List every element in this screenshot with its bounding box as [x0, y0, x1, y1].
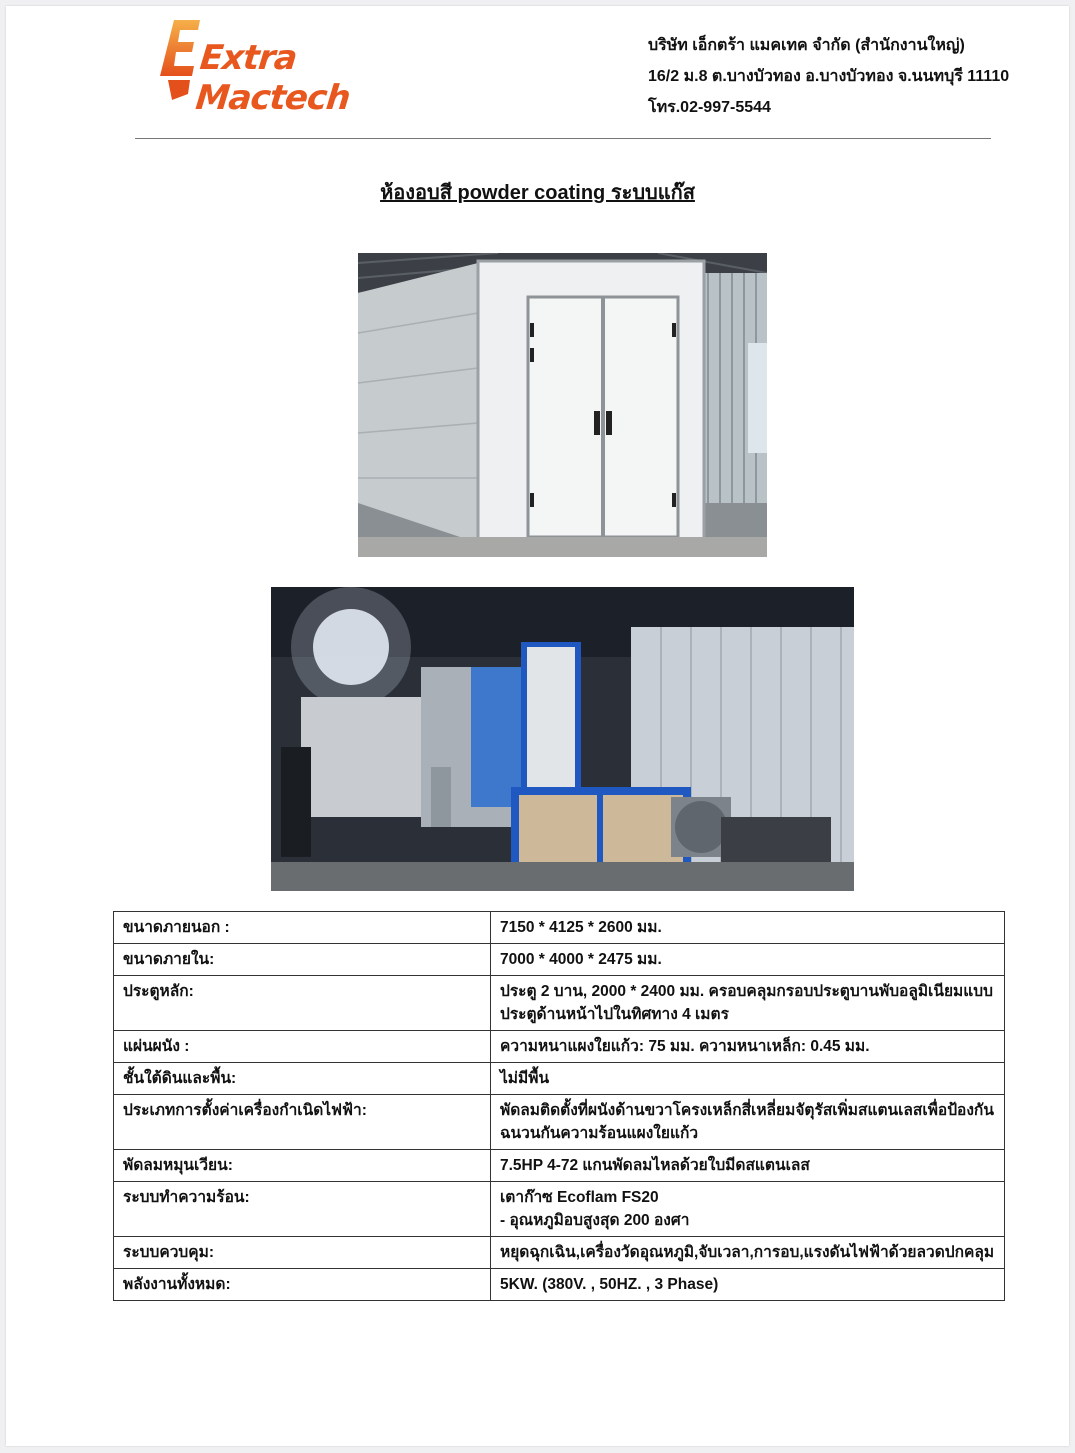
- spec-value: [491, 944, 1005, 976]
- table-row: [114, 1269, 1005, 1301]
- spec-value-line: 7000 * 4000 * 2475 มม.: [500, 951, 662, 968]
- spec-value: [491, 1150, 1005, 1182]
- spec-label: ระบบทำความร้อน:: [114, 1182, 491, 1237]
- spec-value-line: ความหนาแผงใยแก้ว: 75 มม. ความหนาเหล็ก: 0.45 มม.: [500, 1038, 870, 1055]
- logo-text: Extra Mactech: [193, 38, 352, 118]
- spec-value: [491, 976, 1005, 1031]
- spec-value: [491, 1063, 1005, 1095]
- spec-value-line: 7.5HP 4-72 แกนพัดลมไหลด้วยใบมีดสแตนเลส: [500, 1157, 810, 1174]
- spec-value: [491, 1269, 1005, 1301]
- spec-label: แผ่นผนัง :: [114, 1031, 491, 1063]
- spec-value: [491, 1095, 1005, 1150]
- spec-value-line: - อุณหภูมิอบสูงสุด 200 องศา: [500, 1212, 690, 1229]
- spec-value-line: 5KW. (380V. , 50HZ. , 3 Phase): [500, 1276, 719, 1293]
- spec-value-line: ประตู 2 บาน, 2000 * 2400 มม. ครอบคลุมกรอบประตูบานพับอลูมิเนียมแบบ: [500, 983, 993, 1000]
- table-row: [114, 1095, 1005, 1150]
- spec-label: ขนาดภายนอก :: [114, 912, 491, 944]
- document-title: ห้องอบสี powder coating ระบบแก๊ส: [380, 182, 695, 204]
- spec-label: พัดลมหมุนเวียน:: [114, 1150, 491, 1182]
- spec-value: [491, 1237, 1005, 1269]
- table-row: [114, 912, 1005, 944]
- company-name: บริษัท เอ็กตร้า แมคเทค จำกัด (สำนักงานใหญ่): [648, 37, 965, 54]
- spec-label: ขนาดภายใน:: [114, 944, 491, 976]
- installation-photo: [271, 587, 854, 891]
- table-row: [114, 1031, 1005, 1063]
- spec-value-line: ฉนวนกันความร้อนแผงใยแก้ว: [500, 1125, 699, 1142]
- table-row: [114, 1150, 1005, 1182]
- spec-value-line: พัดลมติดตั้งที่ผนังด้านขวาโครงเหล็กสี่เหลี่ยมจัตุรัสเพิ่มสแตนเลสเพื่อป้องกัน: [500, 1102, 994, 1119]
- spec-value: [491, 912, 1005, 944]
- spec-label: พลังงานทั้งหมด:: [114, 1269, 491, 1301]
- company-address: 16/2 ม.8 ต.บางบัวทอง อ.บางบัวทอง จ.นนทบุรี 11110: [648, 68, 1010, 85]
- company-phone: โทร.02-997-5544: [648, 99, 771, 116]
- specification-table: [113, 911, 1005, 1301]
- spec-label: ชั้นใต้ดินและพื้น:: [114, 1063, 491, 1095]
- spec-value-line: หยุดฉุกเฉิน,เครื่องวัดอุณหภูมิ,จับเวลา,การอบ,แรงดันไฟฟ้าด้วยลวดปกคลุม: [500, 1244, 995, 1261]
- oven-photo: [358, 253, 767, 557]
- spec-value: [491, 1182, 1005, 1237]
- spec-label: ประตูหลัก:: [114, 976, 491, 1031]
- spec-value-line: ไม่มีพื้น: [500, 1070, 550, 1087]
- spec-label: ประเภทการตั้งค่าเครื่องกำเนิดไฟฟ้า:: [114, 1095, 491, 1150]
- table-row: [114, 1063, 1005, 1095]
- company-logo: [154, 16, 424, 118]
- table-row: [114, 1237, 1005, 1269]
- table-row: [114, 1182, 1005, 1237]
- spec-value-line: ประตูด้านหน้าไปในทิศทาง 4 เมตร: [500, 1006, 729, 1023]
- company-info: [648, 30, 1009, 123]
- spec-value: [491, 1031, 1005, 1063]
- spec-value-line: 7150 * 4125 * 2600 มม.: [500, 919, 662, 936]
- spec-value-line: เตาก๊าซ Ecoflam FS20: [500, 1189, 659, 1206]
- table-row: [114, 976, 1005, 1031]
- spec-label: ระบบควบคุม:: [114, 1237, 491, 1269]
- header-divider: [135, 138, 991, 139]
- table-row: [114, 944, 1005, 976]
